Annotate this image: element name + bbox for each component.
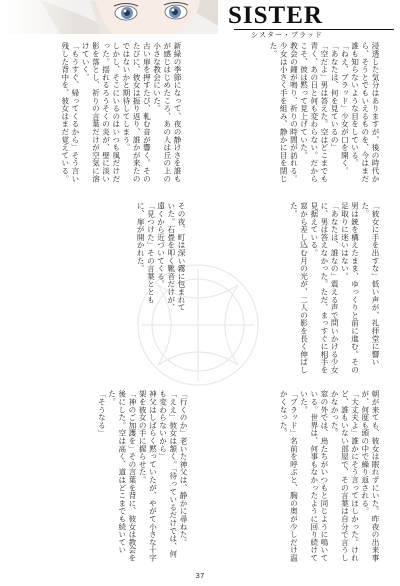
paragraph: 窓の外では、鳥たちがいつもと同じように鳴いている。世界は、何事もなかったように回り続けていた。	[299, 390, 329, 562]
header-illustration	[0, 0, 218, 34]
paragraph: 「ねえ、ブラッド」少女が口を開く。「あなたは、何を見ているの」	[330, 42, 350, 175]
paragraph: 「そうなる」	[97, 390, 107, 437]
paragraph: 「あなたは、誰なの」震える声で問いかける少女に、男は答えなかった。ただ、まっすぐに相手を見据えている。	[309, 202, 340, 374]
page-number: 37	[195, 572, 205, 580]
paragraph: しかし、そこにいるのはいつも風だけだった。揺れるろうそくの炎が、壁に淡い影を落とし、祈りの言葉だけが空気に溶けていく。	[81, 42, 121, 183]
paragraph: 「神のご加護を」その言葉を背に、彼女は教会を後にした。空は高く、道はどこまでも続いていた。	[107, 390, 137, 562]
paragraph: 浸透した気分はありますが、後の時代から、そうとでもいえるものを、今はまだ誰も知らないような目をしている。	[350, 42, 380, 183]
paragraph: 男は銃を構えたまま、ゆっくりと前に進む。その足取りに迷いはない。	[340, 202, 360, 374]
title-block	[228, 2, 396, 42]
page-subtitle: シスター・ブラッド	[251, 31, 323, 39]
paragraph: 「ええ」彼女は頷く。「待っているだけでは、何も変わらないから」	[158, 390, 178, 558]
paragraph: 「見つけた」その言葉とともに、扉が開かれた。	[136, 202, 156, 304]
paragraph: その夜、町は深い霧に包まれていた。石畳を叩く靴音だけが、遠くから近づいてくる。	[156, 202, 186, 312]
text-column-bottom-left	[38, 390, 188, 562]
text-column-middle-left	[96, 202, 186, 314]
paragraph: 「彼女に手を出すな」低い声が、礼拝堂に響いた。	[360, 202, 380, 366]
paragraph: 「行くのか」老いた神父は、静かに尋ねた。	[179, 390, 188, 546]
text-column-middle-right	[232, 202, 380, 374]
paragraph: 朝が来ても、彼女は眠れずにいた。昨夜の出来事が、何度も頭の中で繰り返される。	[360, 390, 380, 562]
paragraph: 「ブラッド」名前を呼ぶと、胸の奥が少しだけ温かくなった。	[279, 390, 299, 562]
text-column-top-left	[22, 42, 182, 186]
paragraph: 新緑の季節になって、夜の静けさを誰もが感じはじめたころ、あの人は丘の上の小さな教会にいた。	[152, 42, 182, 183]
paragraph: 教会の鐘が鳴り、祈りの時間が訪れる。少女は小さく手を組み、静かに目を閉じた。	[268, 42, 299, 183]
paragraph: 神父はしばらく黙っていたが、やがて小さな十字架を彼女の手に握らせた。	[138, 390, 158, 562]
paragraph: 古い扉を押すたび、軋む音が響く。そのたびに、彼女は振り返り、誰かが来たのではないかと期待してしまう。	[121, 42, 152, 183]
paragraph: 「大丈夫よ」誰かにそう言ってほしかった。けれど、誰もいない部屋で、その言葉は自分で言うしかなかった。	[330, 390, 360, 562]
text-column-bottom-right	[230, 390, 380, 562]
text-column-top-right	[230, 42, 380, 186]
paragraph: 「空だよ」男は答えた。空はどこまでも青く、あの日と何も変わらない。だからこそ、彼は黙って見上げていた。	[299, 42, 329, 183]
page-title: SISTER	[228, 2, 323, 29]
paragraph: 窓から差し込む月の光が、二人の影を長く伸ばした。	[289, 202, 309, 374]
paragraph: 「もうすぐ、帰ってくるから」そう言い残した背中を、彼女はまだ覚えている。	[60, 42, 80, 183]
